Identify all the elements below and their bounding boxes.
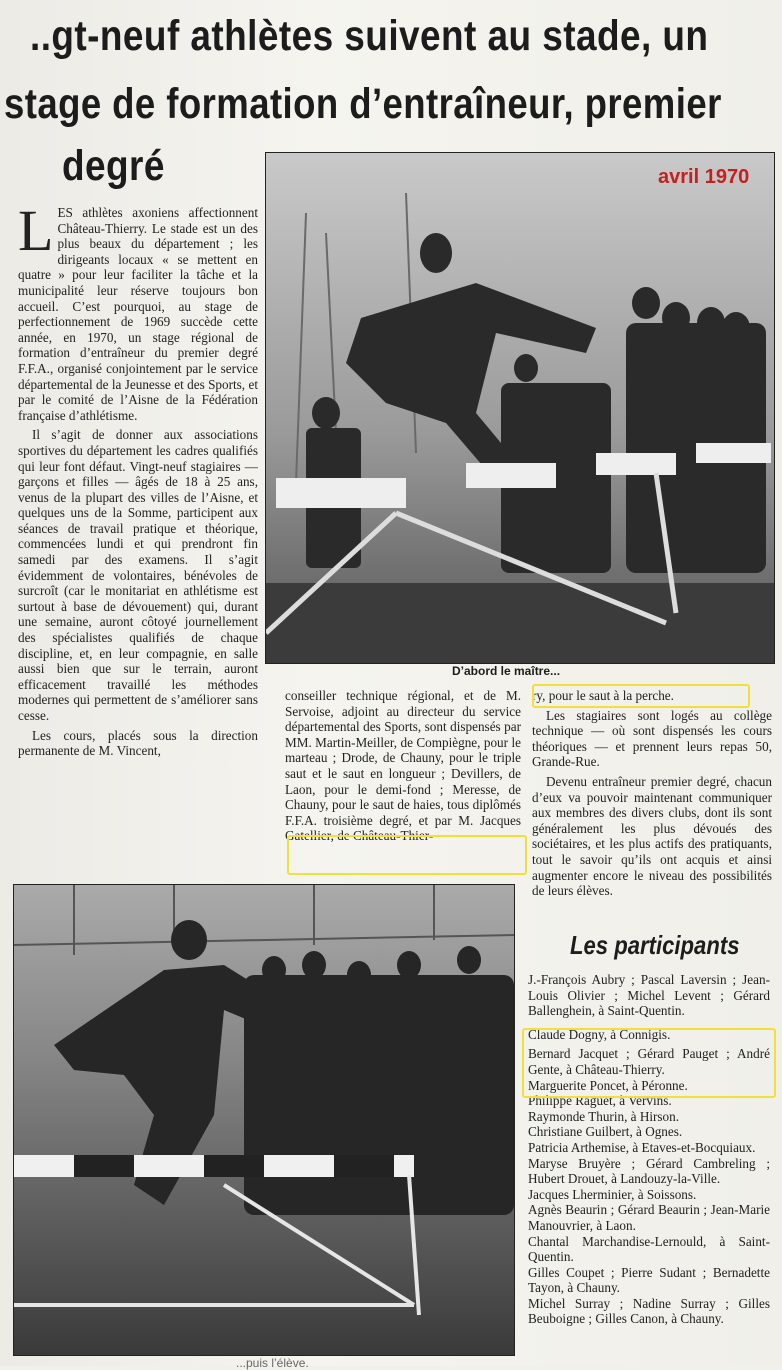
headline-line-2: stage de formation d’entraîneur, premier xyxy=(4,80,722,128)
article-paragraph-6: Devenu entraîneur premier degré, chacun d’eux va pouvoir maintenant communiquer aux membres des divers clubs, dont ils sont généralement les plus dévoués des sociétaires, et les plus actifs des pratiquants, tout le savoir qu’ils ont acquis et ainsi augmenter encore le niveau des possibilités de leurs élèves. xyxy=(532,773,772,899)
participant-group: Maryse Bruyère ; Gérard Cambreling ; Hubert Drouet, à Landouzy-la-Ville. xyxy=(528,1155,770,1187)
headline-line-3: degré xyxy=(62,142,165,190)
participant-group: Claude Dogny, à Connigis. xyxy=(528,1026,671,1042)
participant-group: Raymonde Thurin, à Hirson. xyxy=(528,1108,680,1124)
participants-list xyxy=(528,972,770,1327)
article-paragraph-4: ry, pour le saut à la perche. xyxy=(532,688,674,703)
article-paragraph-1: LES athlètes axoniens affectionnent Château-Thierry. Le stade est un des plus beaux du département ; les dirigeants locaux « se mettent en quatre » pour leur faciliter la tâche et la municipalité leur réserve toujours bon accueil. C’est pourquoi, au stage de perfectionnement de 1969 succède cette année, en 1970, un stage régional de formation d’entraîneur du premier degré F.F.A., organisé conjointement par le service départemental de la Jeunesse et des Sports, et par le comité de l’Aisne de la Fédération française d’athlétisme. xyxy=(18,205,258,423)
article-paragraph-2: Il s’agit de donner aux associations sportives du département les cadres qualifiés qui leur font défaut. Vingt-neuf stagiaires — garçons et filles — âgés de 18 à 25 ans, venus de la plupart des villes de l’Aisne, et quelques uns de la Somme, participent aux séances de travail pratique et théorique, commencées lundi et qui prendront fin samedi par des examens. Il s’agit évidemment de volontaires, bénévoles de surcroît (car le monitariat en athlétisme est surtout à base de dévouement) qui, durant une semaine, auront côtoyé journellement des spécialistes qualifiés de chaque discipline, et, en leur compagnie, en salle aussi bien que sur le terrain, auront efficacement travaillé les méthodes modernes qui permettent de s’améliorer sans cesse. xyxy=(18,427,258,723)
participant-group: Jacques Lherminier, à Soissons. xyxy=(528,1186,697,1202)
photo-hurdle-coach xyxy=(265,152,775,664)
participants-title: Les participants xyxy=(570,930,740,960)
article-paragraph-3: Les cours, placés sous la direction permanente de M. Vincent, xyxy=(18,727,258,759)
participant-group: Michel Surray ; Nadine Surray ; Gilles Beuboigne ; Gilles Canon, à Chauny. xyxy=(528,1295,770,1327)
article-column-1 xyxy=(18,205,258,875)
photo2-caption: ...puis l’élève. xyxy=(236,1356,309,1370)
photo1-caption: D’abord le maître... xyxy=(452,664,561,678)
participant-group: Marguerite Poncet, à Péronne. xyxy=(528,1077,688,1093)
headline-line-1: ..gt-neuf athlètes suivent au stade, un xyxy=(30,12,709,60)
participant-group: J.-François Aubry ; Pascal Laversin ; Jean-Louis Olivier ; Michel Levent ; Gérard Ballenghein, à Saint-Quentin. xyxy=(528,972,770,1019)
participant-group: Patricia Arthemise, à Etaves-et-Bocquiaux. xyxy=(528,1139,756,1155)
participant-group: Agnès Beaurin ; Gérard Beaurin ; Jean-Marie Manouvrier, à Laon. xyxy=(528,1202,770,1233)
article-column-3 xyxy=(532,688,772,928)
participant-group: Christiane Guilbert, à Ognes. xyxy=(528,1124,683,1140)
participant-group: Bernard Jacquet ; Gérard Pauget ; André Gente, à Château-Thierry. xyxy=(528,1046,770,1077)
dropcap: L xyxy=(18,205,54,263)
photo-hurdle-student xyxy=(13,884,515,1356)
article-paragraph-5: Les stagiaires sont logés au collège technique — où sont dispensés les cours théoriques — et prennent leurs repas 50, Grande-Rue. xyxy=(532,707,772,770)
article-column-2: conseiller technique régional, et de M. Servoise, adjoint au directeur du service départemental des Sports, sont dispensés par MM. Martin-Meiller, de Compiègne, pour le marteau ; Drode, de Chauny, pour le triple saut et le saut en longueur ; Devillers, de Laon, pour le demi-fond ; Meresse, de Chauny, pour le saut de haies, tous diplômés F.F.A. troisième degré, et par M. Jacques Gatellier, de Château-Thier- xyxy=(285,688,521,844)
date-label: avril 1970 xyxy=(658,166,750,188)
participant-group: Gilles Coupet ; Pierre Sudant ; Bernadette Tayon, à Chauny. xyxy=(528,1264,770,1296)
participant-group: Chantal Marchandise-Lernould, à Saint-Quentin. xyxy=(528,1233,770,1265)
participant-group: Philippe Raguet, à Vervins. xyxy=(528,1093,672,1109)
